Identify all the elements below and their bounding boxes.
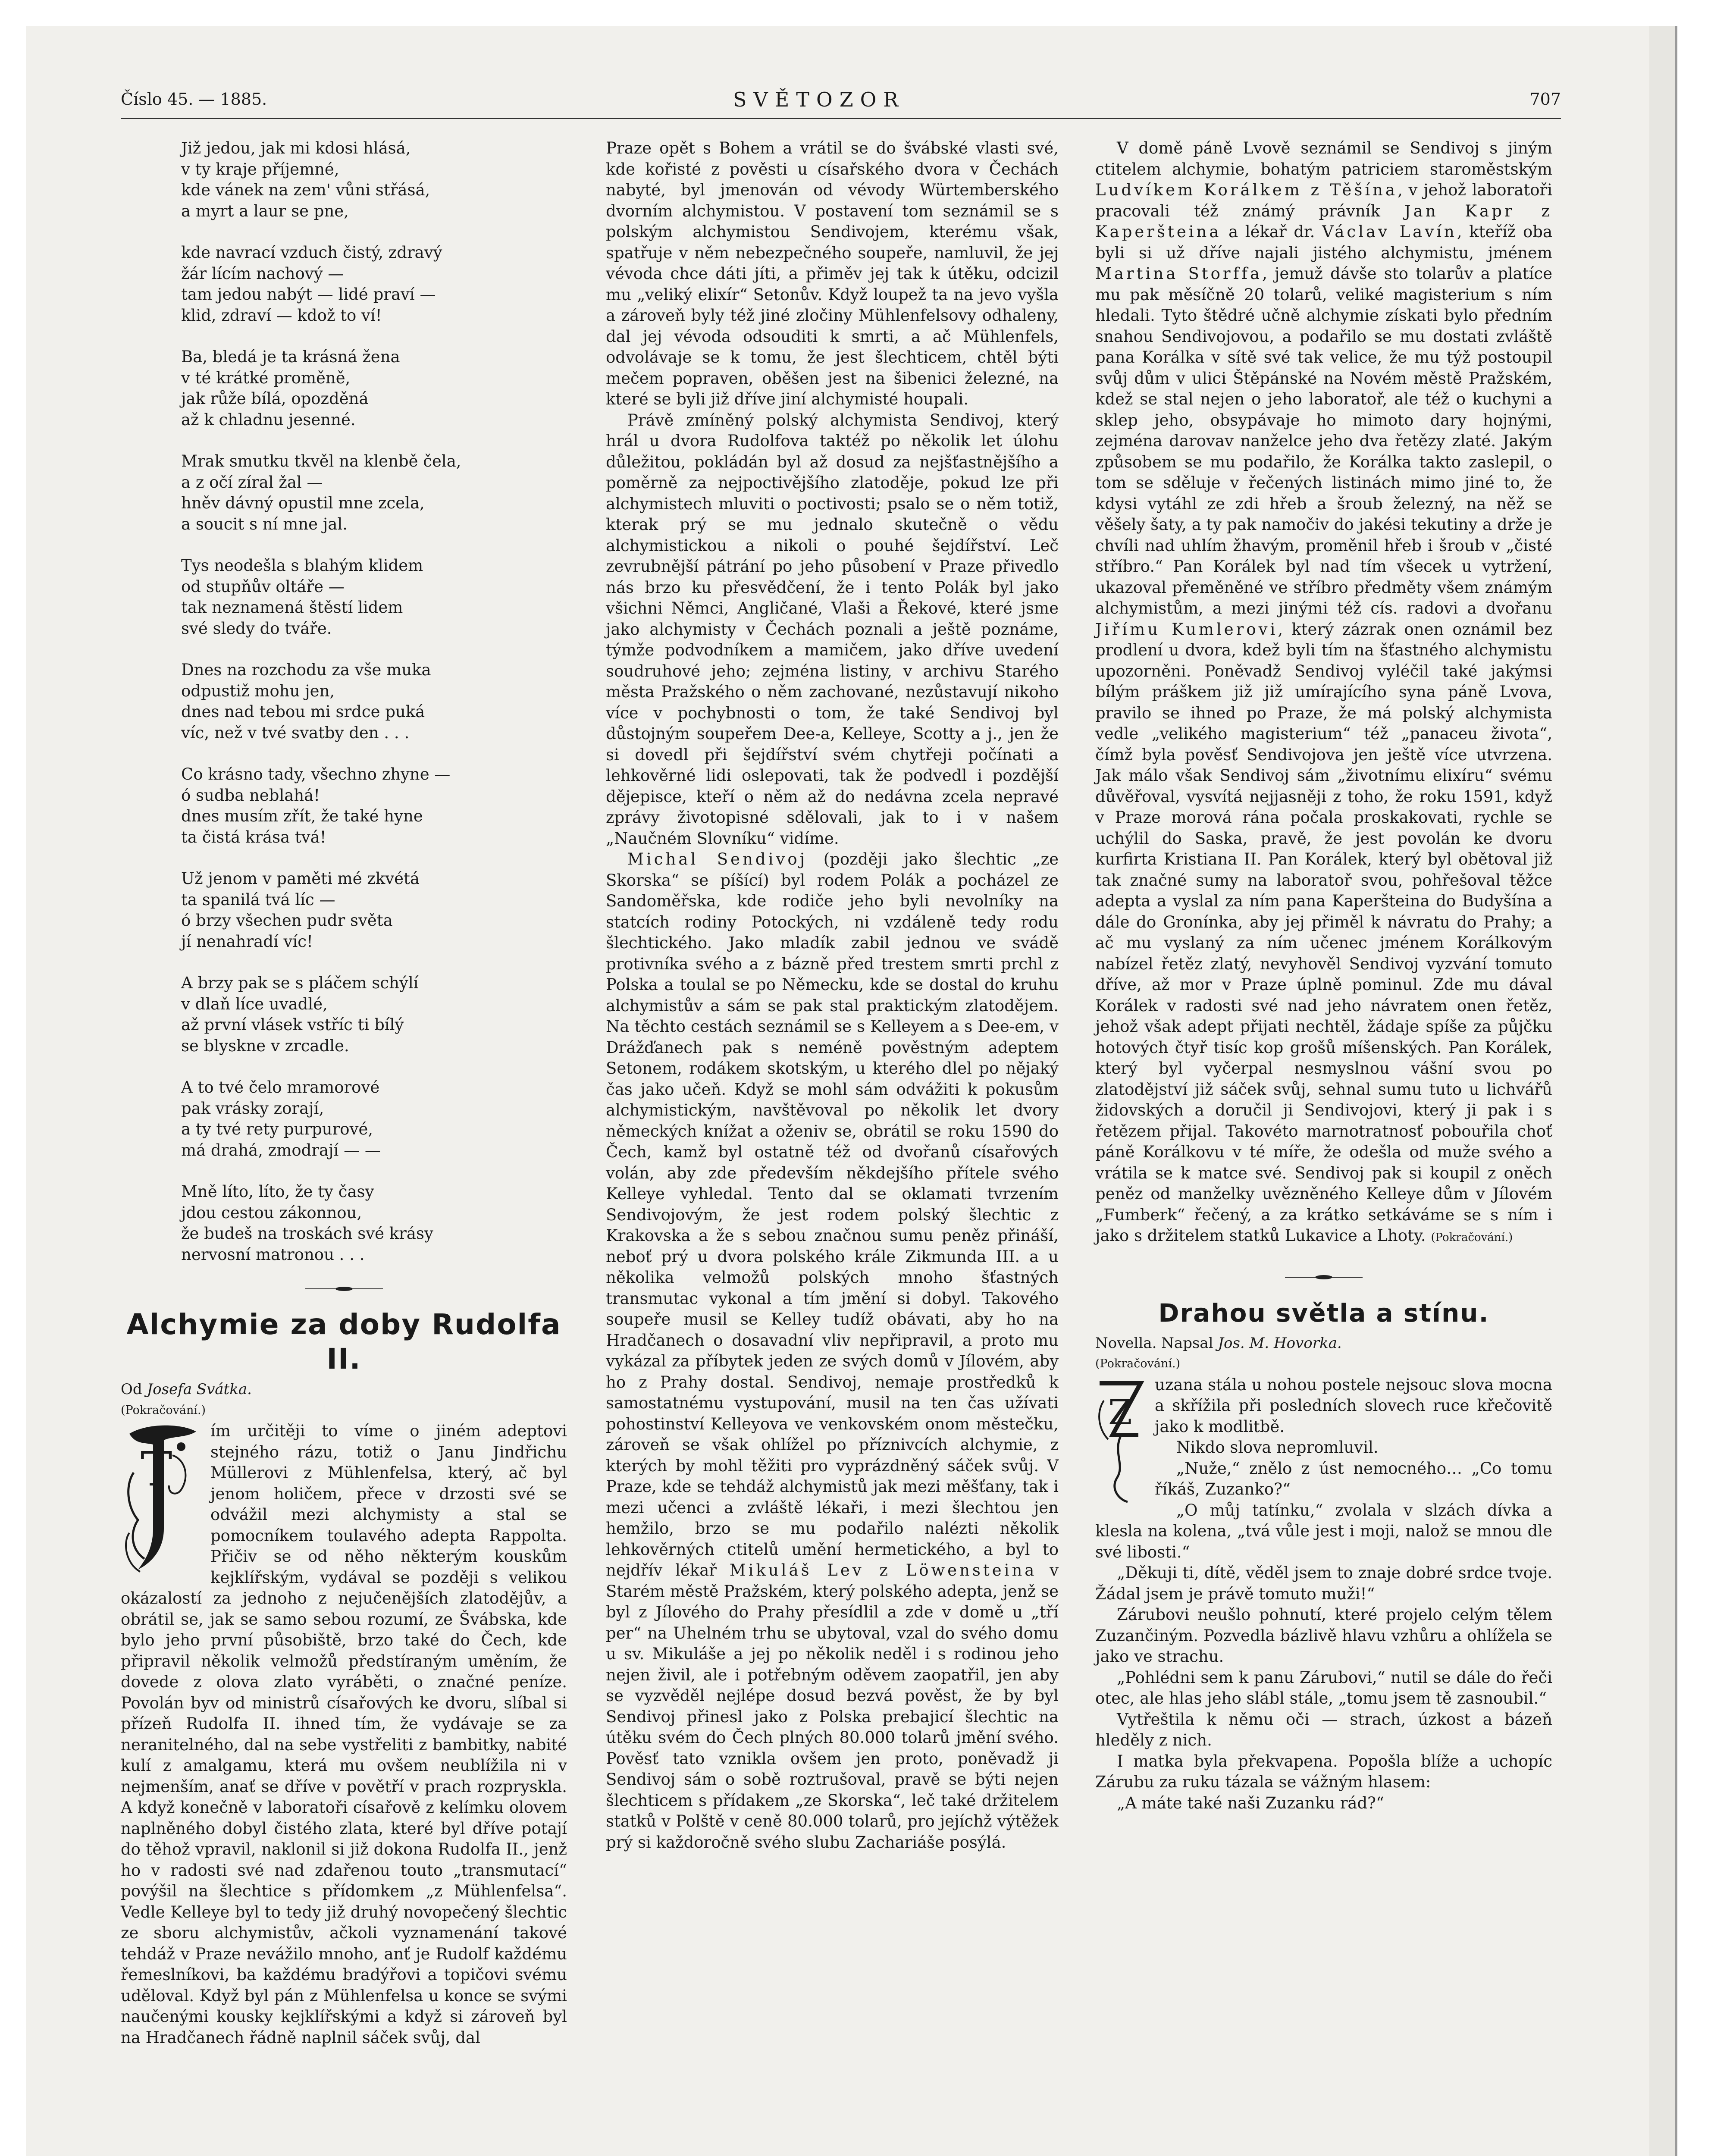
poem-stanza (181, 868, 567, 952)
poem-line: Již jedou, jak mi kdosi hlásá, (181, 139, 411, 157)
novella-paragraph: Nikdo slova nepromluvil. (1176, 1438, 1379, 1457)
author-name: Josefa Svátka. (147, 1381, 252, 1398)
poem-line: od stupňův oltáře — (181, 577, 345, 596)
poem-line: ta spanilá tvá líc — (181, 890, 335, 909)
person-name: Mikuláš Lev z Löwensteina (729, 1561, 1037, 1579)
poem-line: své sledy do tváře. (181, 619, 332, 638)
poem-stanza (181, 764, 567, 848)
novella-paragraph: „Nuže,“ znělo z úst nemocného… „Co tomu říkáš, Zuzanko?“ (1155, 1459, 1552, 1498)
dropcap-ornament (121, 1421, 203, 1576)
poem-stanza (181, 451, 567, 535)
novella-paragraph: „Pohlédni sem k panu Zárubovi,“ nutil se dále do řeči otec, ale hlas jeho slábl stále, „tomu jsem tě zasnoubil.“ (1095, 1668, 1552, 1708)
article-paragraph: ím určitěji to víme o jiném adeptovi stejného rázu, totiž o Janu Jindřichu Müllerovi z Mühlenfelsa, který, ač byl jenom holičem, přece v drzosti své se odvážil mezi alchymisty a stal se pomocníkem toulavého adepta Rappolta. Přičiv se od něho některým kouskům kejklířským, vydával se později s velikou okázalostí za jednoho z nejučenějších zlatodějův, a obrátil se, jak se samo sebou rozumí, ze Švábska, kde bylo jeho první působiště, brzo také do Čech, kde připravil několik velmožů předstíraným uměním, že dovede z olova zlato vyráběti, o značné peníze. Povolán byv od ministrů císařových ke dvoru, slíbal si přízeň Rudolfa II. ihned tím, že vydávaje se za neranitelného, dal na sebe vystřeliti z bambitky, nabité kulí z amalgamu, která mu ovšem neublížila ni v nejmenším, anať se dříve v povětří v prach rozpryskla. A když konečně v laboratoři císařově z kelímku olovem naplněného dobyl čistého zlata, které byl dříve potají do těhož vpravil, naklonil si již dokona Rudolfa II., jenž ho v radosti své nad zdařenou touto „transmutací“ povýšil na šlechtice s přídomkem „z Mühlenfelsa“. Vedle Kelleye byl to tedy již druhý novopečený šlechtic ze sboru alchymistův, ačkoli vyznamenání takové tehdáž v Praze nevážilo mnoho, anť je Rudolf každému řemeslníkovi, ba každému bradýřovi a topičovi svému uděloval. Když byl pán z Mühlenfelsa u konce se svými naučenými kousky kejklířskými a když si zároveň byl na Hradčanech řádně naplnil sáček svůj, dal (121, 1422, 567, 2047)
poem-line: hněv dávný opustil mne zcela, (181, 494, 425, 512)
ornate-dropcap (121, 1421, 203, 1576)
poem-line: v dlaň líce uvadlé, (181, 994, 328, 1013)
poem-line: a ty tvé rety purpurové, (181, 1120, 373, 1138)
person-name: Jan Kapr z Kaperšteina (1095, 201, 1552, 241)
poem-line: Tys neodešla s blahým klidem (181, 556, 423, 575)
poem (181, 138, 567, 1265)
continued-signature: (Pokračování.) (1431, 1231, 1513, 1244)
poem-line: kde navrací vzduch čistý, zdravý (181, 243, 442, 262)
poem-line: Už jenom v paměti mé zkvétá (181, 869, 420, 888)
novella-paragraph: „Děkuji ti, dítě, věděl jsem to znaje dobré srdce tvoje. Žádal jsem je právě tomuto muži!“ (1095, 1564, 1552, 1603)
poem-line: až k chladnu jesenné. (181, 410, 356, 429)
article-paragraph: Praze opět s Bohem a vrátil se do švábské vlasti své, kde kořisté z pověsti u císařského dvora v Čechách nabyté, byl jmenován od vévody Würtemberského dvorním alchymistou. V postavení tom seznámil se s polským alchymistou Sendivojem, kterému však, spatřuje v něm nebezpečného soupeře, namluvil, že jej vévoda chce dáti jíti, a přiměv jej tak k útěku, odcizil mu „veliký elixír“ Setonův. Když loupež ta na jevo vyšla a zároveň byly též jiné zločiny Mühlenfelsovy odhaleny, dal jej vévoda odsouditi k smrti, a ač Mühlenfels, odvolávaje se k tomu, že jest šlechticem, chtěl býti mečem popraven, oběšen jest na šibenici železné, na které se byli již dříve jiní alchymisté houpali. (606, 139, 1059, 408)
poem-line: dnes nad tebou mi srdce puká (181, 702, 425, 721)
poem-line: ó brzy všechen pudr světa (181, 911, 393, 930)
poem-line: dnes musím zřít, že také hyne (181, 807, 423, 825)
poem-stanza (181, 1077, 567, 1161)
article-paragraph: Michal Sendivoj (později jako šlechtic „ze Skorska“ se píšící) byl rodem Polák a pocházel ze Sandoměřska, kde rodiče jeho byli nevolníky na statcích rodiny Potockých, ni vzdáleně tedy rodu šlechtického. Jako mladík zabil jednou ve svádě protivníka svého a z bázně před trestem smrti prchl z Polska a toulal se po Německu, kde se dostal do kruhu alchymistův a sám se pak stal praktickým zlatodějem. Na těchto cestách seznámil se s Kelleyem a s Dee-em, v Drážďanech pak s neméně pověstným adeptem Setonem, rodákem skotským, u kterého dlel po nějaký čas jako učeň. Když se mohl sám odvážiti k pokusům alchymistickým, navštěvoval po několik let dvory německých knížat a oženiv se, obrátil se roku 1590 do Čech, kamž byl ostatně též od dvořanů císařových volán, aby zde především někdejšího přítele svého Kelleye vyhledal. Tento dal se oklamati tvrzením Sendivojovým, že jest rodem polský šlechtic z Krakovska a že s sebou značnou sumu peněz přináší, neboť prý u dvora polského krále Zikmunda III. a u několika velmožů polských mnoho šťastných transmutac vykonal a tím jmění si dobyl. Takového soupeře musil se Kelley tudíž obávati, aby ho na Hradčanech o dosavadní vliv nepřipravil, a proto mu vykázal za příbytek jeden ze svých domů v Jílovém, aby ho z Prahy dostal. Sendivoj, nemaje prostředků k samostatnému vystupování, musil na ten čas užívati pohostinství Kelleyova ve venkovském onom městečku, zároveň se však ohlížel po příznivcích alchymie, z kterých by mohl těžiti pro vyprázdněný sáček svůj. V Praze, kde se tehdáž alchymistů jak mezi měšťany, tak i mezi učenci a zvláště lékaři, i mezi šlechtou jen hemžilo, brzo se mu podařilo nalézti několik lehkověrných ctitelů umění hermetického, a byl to nejdřív lékař Mikuláš Lev z Löwensteina v Starém městě Pražském, který polského adepta, jenž se byl z Jílového do Prahy přesídlil a zde v domě u „tří per“ na Uhelném trhu se ubytoval, vzal do svého domu u sv. Mikuláše a jej po několik neděl i s rodinou jeho nejen živil, ale i potřebným oděvem zaopatřil, jen aby se vyzvěděl nejlépe dosud bezvá pověst, že by byl Sendivoj přinesl jako z Polska prebajicí šlechtic na útěku svém do Čech plných 80.000 tolarů jmění svého. Pověsť tato vznikla ovšem jen proto, poněvadž ji Sendivoj sám o sobě roztrušoval, pravě se býti nejen šlechticem s přídakem „ze Skorska“, leč také držitelem statků v Polště v ceně 80.000 tolarů, pro jejíchž výtěžek prý si každoročně svého slubu Zachariáše posýlá. (606, 850, 1059, 1852)
ornate-dropcap (1095, 1375, 1147, 1504)
column-2 (606, 138, 1059, 1853)
poem-stanza (181, 973, 567, 1056)
poem-line: tam jedou nabýt — lidé praví — (181, 285, 436, 304)
poem-line: Co krásno tady, všechno zhyne — (181, 765, 451, 783)
issue-number: Číslo 45. — 1885. (121, 90, 267, 109)
novella-paragraph: I matka byla překvapena. Popošla blíže a uchopíc Zárubu za ruku tázala se vážným hlasem: (1095, 1752, 1552, 1791)
poem-line: Mně líto, líto, že ty časy (181, 1182, 374, 1201)
novella-body (1095, 1375, 1552, 1814)
poem-line: A to tvé čelo mramorové (181, 1078, 380, 1097)
poem-line: ó sudba neblahá! (181, 786, 320, 805)
novella-title: Drahou světla a stínu. (1158, 1298, 1489, 1328)
poem-line: žár lícím nachový — (181, 264, 344, 283)
novella-paragraphs (1095, 1375, 1552, 1814)
poem-stanza (181, 555, 567, 639)
poem-stanza (181, 242, 567, 326)
poem-line: tak neznamená štěstí lidem (181, 598, 403, 617)
poem-line: odpustiž mohu jen, (181, 681, 335, 700)
poem-line: že budeš na troskách své krásy (181, 1224, 433, 1243)
poem-line: A brzy pak se s pláčem schýlí (181, 974, 419, 992)
person-name: Martina Storffa (1095, 264, 1263, 283)
poem-line: klid, zdraví — kdož to ví! (181, 306, 382, 325)
dropcap-letter: T (141, 1442, 172, 1497)
poem-line: a z očí zíral žal — (181, 473, 323, 492)
poem-line: víc, než v tvé svatby den . . . (181, 723, 410, 742)
poem-line: Dnes na rozchodu za vše muka (181, 661, 431, 679)
poem-stanza (181, 1181, 567, 1265)
novella-paragraph: Vytřeštila k němu oči — strach, úzkost a bázeň hleděly z nich. (1095, 1710, 1552, 1749)
poem-line: až první vlásek vstříc ti bílý (181, 1015, 404, 1034)
continued-note: (Pokračování.) (1095, 1357, 1181, 1370)
novella-paragraph: „A máte také naši Zuzanku rád?“ (1117, 1793, 1384, 1812)
poem-line: pak vrásky zorají, (181, 1099, 324, 1118)
article-title: Alchymie za doby Rudolfa II. (126, 1308, 561, 1376)
masthead-title: SVĚTOZOR (733, 88, 906, 111)
novella-author: Jos. M. Hovorka. (1218, 1334, 1342, 1352)
poem-line: jí nenahradí víc! (181, 932, 313, 951)
novella-paragraph: Zárubovi neušlo pohnutí, které projelo celým tělem Zuzančiným. Pozvedla bázlivě hlavu vzhůru a ohlížela se jako ve strachu. (1095, 1605, 1552, 1666)
page-header (121, 90, 1561, 116)
poem-line: jak růže bílá, opozděná (181, 389, 369, 408)
poem-line: nervosní matronou . . . (181, 1245, 365, 1264)
page-number: 707 (1529, 90, 1561, 109)
byline-prefix: Od (121, 1381, 142, 1398)
poem-line: a myrt a laur se pne, (181, 201, 349, 220)
column-1 (121, 138, 567, 2048)
poem-line: jdou cestou zákonnou, (181, 1203, 362, 1222)
article-body-start (121, 1421, 567, 2048)
article-paragraph: Právě zmíněný polský alchymista Sendivoj, který hrál u dvora Rudolfova taktéž po několik let úlohu důležitou, pokládán byl až dosud za nejšťastnějšího a poměrně za nejpoctivějšího zlatoděje, pokud lze při alchymistech mluviti o poctivosti; psalo se o něm totiž, kterak prý se mu jednalo skutečně o vědu alchymistickou a nikoli o pouhé šejdířství. Leč zevrubnější pátrání po jeho působení v Praze přivedlo nás brzo ku přesvědčení, že i tento Polák byl jako všichni Němci, Angličané, Vlaši a Řekové, které jsme jako alchymisty v Čechách poznali a ještě poznáme, týmže podvodníkem a mamičem, jako dříve uvedení soudruhové jeho; zejména listiny, v archivu Starého města Pražského o něm zachované, nezůstavují nikoho více v pochybnosti o tom, že také Sendivoj byl důstojným soupeřem Dee-a, Kelleye, Scotty a j., jen že si dovedl při šejdířství svém chytřeji počínati a lehkověrné lidi oslepovati, tak že podvedl i pozdější dějepisce, kteří o něm až do nedávna zcela nepravé zprávy životopisné sdělovali, jak to i v našem „Naučném Slovníku“ vidíme. (606, 411, 1059, 848)
dropcap-letter: Z (1108, 1392, 1132, 1432)
person-name: Ludvíkem Korálkem z Těšína (1095, 181, 1398, 199)
section-divider (305, 1286, 383, 1292)
poem-line: v té krátké proměně, (181, 368, 351, 387)
poem-stanza (181, 138, 567, 222)
novella-paragraph: uzana stála u nohou postele nejsouc slova mocna a skřížila při posledních slovech ruce křečovitě jako k modlitbě. (1155, 1375, 1552, 1436)
article-byline (121, 1379, 567, 1400)
poem-line: v ty kraje příjemné, (181, 160, 339, 179)
article-paragraph: V domě páně Lvově seznámil se Sendivoj s jiným ctitelem alchymie, bohatým patriciem staroměstským Ludvíkem Korálkem z Těšína, v jehož laboratoři pracovali též známý právník Jan Kapr z Kaperšteina a lékař dr. Václav Lavín, kteříž oba byli si už dříve najali jistého alchymistu, jménem Martina Storffa, jemuž dávše sto tolarův a platíce mu pak měsíčně 20 tolarů, veliké magisterium s ním hledali. Tyto štědré učně alchymie získati bylo předním snahou Sendivojovou, a podařilo se mu dostati zvláště pana Korálka v sítě své tak velice, že mu týž postoupil svůj dům v ulici Štěpánské na Novém městě Pražském, kdež se stal nejen o jeho laboratoř, ale též o kuchyni a sklep jeho, obsypávaje ho mimoto dary hojnými, zejména darovav nanželce jeho dva řetězy zlaté. Jakým způsobem se mu podařilo, že Korálka takto zaslepil, o tom se sděluje v řečených listinách mimo jiné to, že kdysi vytáhl ze zdi hřeb a šroub železný, na něž se věšely šaty, a ty pak namočiv do jakési tekutiny a drže je chvíli nad uhlím žhavým, proměnil hřeb i šroub v „čisté stříbro.“ Pan Korálek byl nad tím všecek u vytržení, ukazoval přeměněné ve stříbro předměty všem známým alchymistům, a mezi jinými též cís. radovi a dvořanu Jiřímu Kumlerovi, který zázrak onen oznámil bez prodlení u dvora, kdež byli tím na šťastného alchymistu upozorněni. Poněvadž Sendivoj vyléčil také jakýmsi bílým práškem již již umírajícího syna páně Lvova, pravilo se ihned po Praze, že má polský alchymista vedle „velikého magisterium“ též „panaceu života“, čímž byla pověsť Sendivojova jen ještě více utvrzena. Jak málo však Sendivoj sám „životnímu elixíru“ svému důvěřoval, vysvítá nejjasněji z toho, že roku 1591, když v Praze morová rána počala proskakovati, rychle se uchýlil do Saska, pravě, že jest povolán ke dvoru kurfirta Kristiana II. Pan Korálek, který byl obětoval již tak značné sumy na laboratoř svou, pohřešoval těžce adepta a vyslal za ním pana Kaperšteina do Budyšína a dále do Gronínka, aby jej přiměl k návratu do Prahy; a ač mu vyslaný za ním učenec jménem Korálkovým nabízel řetěz zlatý, nevyhověl Sendivoj vyzvání tomuto dříve, až mor v Praze úplně pominul. Zde mu dával Korálek v radosti své nad jeho návratem onen řetěz, jehož však adept přijati nechtěl, žádaje spíše za půjčku hotových čtyř tisíc kop grošů míšenských. Pan Korálek, který byl vyčerpal nesmyslnou vášní svou po zlatodějství již sáček svůj, sehnal sumu tuto u lichvářů židovských a doručil ji Sendivojovi, který ji pak i s řetězem přijal. Takovéto marnotratnosť pobouřila choť páně Korálkovu v té míře, že odešla od muže svého a vrátila se k matce své. Sendivoj pak si koupil z oněch peněz od manželky uvězněného Kelleye dům v Jílovém „Fumberk“ řečený, a za krátko setkáváme se s ním i jako s držitelem statků Lukavice a Lhoty. (Pokračování.) (1095, 139, 1553, 1245)
page-edge (1649, 26, 1675, 2156)
header-rule (121, 118, 1561, 119)
continued-note: (Pokračování.) (121, 1403, 206, 1417)
person-name: Jiřímu Kumlerovi (1095, 620, 1278, 639)
poem-line: se blyskne v zrcadle. (181, 1036, 349, 1055)
poem-line: Ba, bledá je ta krásná žena (181, 348, 400, 366)
dropcap-ornament (1095, 1375, 1147, 1504)
poem-line: a soucit s ní mne jal. (181, 514, 348, 533)
novella-byline (1095, 1333, 1552, 1354)
poem-line: má drahá, zmodrají — — (181, 1141, 381, 1159)
column-3 (1095, 138, 1552, 1814)
person-name: Václav Lavín (1322, 222, 1457, 241)
novella-paragraph: „O můj tatínku,“ zvolala v slzách dívka a klesla na kolena, „tvá vůle jest i moji, nalož se mnou dle své libosti.“ (1095, 1501, 1552, 1561)
poem-line: Mrak smutku tkvěl na klenbě čela, (181, 452, 461, 470)
novella-subtitle: Novella. Napsal (1095, 1334, 1213, 1352)
poem-stanza (181, 347, 567, 430)
poem-line: ta čistá krása tvá! (181, 827, 326, 846)
person-name: Michal Sendivoj (627, 850, 808, 868)
poem-stanza (181, 660, 567, 743)
poem-line: kde vánek na zem' vůni střásá, (181, 181, 430, 199)
section-divider (1285, 1274, 1363, 1280)
